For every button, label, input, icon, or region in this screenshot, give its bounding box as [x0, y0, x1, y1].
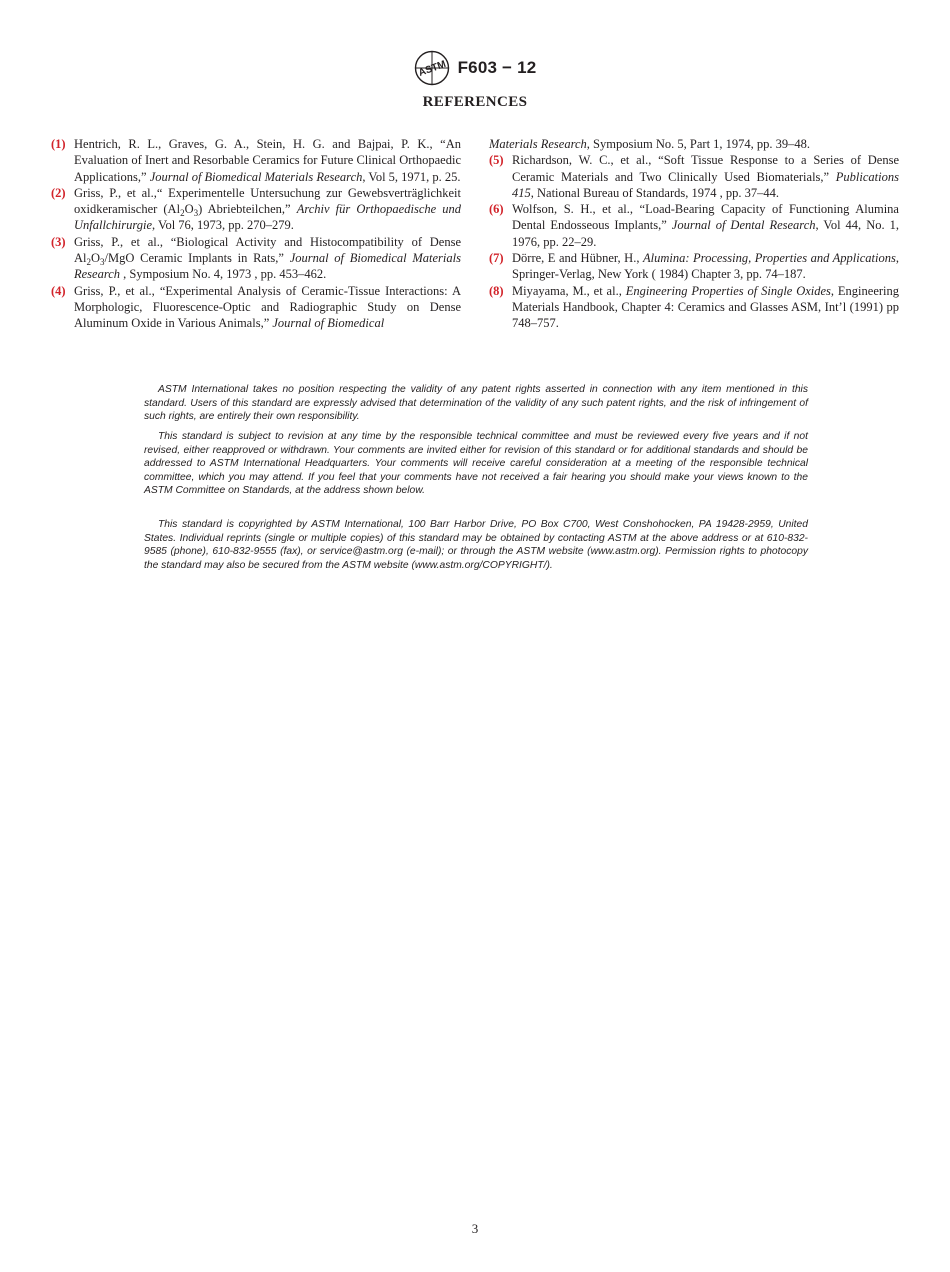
reference-4-continuation: Materials Research, Symposium No. 5, Part 1, 1974, pp. 39–48. [489, 137, 811, 151]
reference-text: Miyayama, M., et al., Engineering Properties of Single Oxides, Engineering Materials Handbook, Chapter 4: Ceramics and Glasses ASM, Int’l (1991) pp 748–757. [512, 283, 899, 331]
page-number: 3 [471, 1221, 479, 1236]
reference-number: (3) [51, 234, 66, 249]
reference-item [51, 185, 461, 234]
reference-text: Hentrich, R. L., Graves, G. A., Stein, H. G. and Bajpai, P. K., “An Evaluation of Inert and Resorbable Ceramics for Future Clinical Orthopaedic Applications,” Journal of Biomedical Materials Research, Vol 5, 1971, p. 25. [74, 137, 461, 184]
reference-text: Wolfson, S. H., et al., “Load-Bearing Capacity of Functioning Alumina Dental Endosseous Implants,” Journal of Dental Research, Vol 44, No. 1, 1976, pp. 22–29. [512, 202, 899, 249]
svg-text:ASTM: ASTM [416, 58, 448, 79]
reference-text: Griss, P., et al., “Experimental Analysis of Ceramic-Tissue Interactions: A Morphologic, Fluorescence-Optic and Radiographic Study on Dense Aluminum Oxide in Various Animals,” Journal of Biomedical [74, 283, 461, 331]
reference-item [489, 250, 899, 283]
astm-logo-icon [414, 50, 450, 86]
reference-text: Richardson, W. C., et al., “Soft Tissue Response to a Series of Dense Ceramic Materials and Two Clinically Used Biomaterials,” Publications 415, National Bureau of Standards, 1974 , pp. 37–44. [512, 153, 899, 200]
reference-number: (7) [489, 251, 504, 266]
copyright-notice-text: This standard is copyrighted by ASTM International, 100 Barr Harbor Drive, PO Box C700, West Conshohocken, PA 19428-2959, United States. Individual reprints (single or multiple copies) of this standard may be obtained by contacting ASTM at the above address or at 610-832-9585 (phone), 610-832-9555 (fax), or service@astm.org (e-mail); or through the ASTM website (www.astm.org). Permission rights to photocopy the standard may also be secured from the ASTM website (www.astm.org/COPYRIGHT/). [144, 519, 808, 571]
patent-notice-text: ASTM International takes no position respecting the validity of any patent rights asserted in connection with any item mentioned in this standard. Users of this standard are expressly advised that determination of the validity of any such patent rights, and the risk of infringement of such rights, are entirely their own responsibility. [144, 384, 808, 423]
reference-text: Dörre, E and Hübner, H., Alumina: Processing, Properties and Applications, Springer-Verlag, New York ( 1984) Chapter 3, pp. 74–187. [512, 251, 899, 282]
reference-item [51, 283, 461, 332]
reference-number: (2) [51, 185, 66, 200]
reference-item [51, 136, 461, 185]
standard-designation: F603 − 12 [457, 58, 537, 77]
reference-item [489, 201, 899, 250]
reference-number: (1) [51, 137, 66, 151]
revision-notice [144, 430, 808, 498]
document-header [0, 50, 950, 86]
copyright-notice [144, 518, 808, 572]
reference-number: (5) [489, 153, 504, 168]
references-heading: REFERENCES [422, 94, 528, 110]
reference-number: (4) [51, 283, 66, 298]
reference-item [489, 283, 899, 332]
reference-item [489, 152, 899, 201]
references-right-column [489, 136, 899, 332]
reference-text: Griss, P., et al.,“ Experimentelle Untersuchung zur Gewebsverträglichkeit oxidkeramischer $(Al_2O_3)$ Abriebteilchen,” Archiv für Orthopaedische und Unfallchirurgie, Vol 76, 1973, pp. 270–279. [74, 185, 462, 233]
revision-notice-text: This standard is subject to revision at any time by the responsible technical committee and must be reviewed every five years and if not revised, either reapproved or withdrawn. Your comments are invited either for revision of this standard or for additional standards and should be addressed to ASTM International Headquarters. Your comments will receive careful consideration at a meeting of the responsible technical committee, which you may attend. If you feel that your comments have not received a fair hearing you should make your views known to the ASTM Committee on Standards, at the address shown below. [144, 431, 808, 497]
references-left-column [51, 136, 461, 332]
reference-text: Griss, P., et al., “Biological Activity and Histocompatibility of Dense $Al_2O_3$/MgO Ceramic Implants in Rats,” Journal of Biomedical Materials Research , Symposium No. 4, 1973 , pp. 453–462. [74, 234, 461, 282]
reference-item [51, 234, 461, 283]
patent-notice [144, 383, 808, 424]
reference-number: (8) [489, 283, 504, 298]
reference-number: (6) [489, 202, 504, 217]
